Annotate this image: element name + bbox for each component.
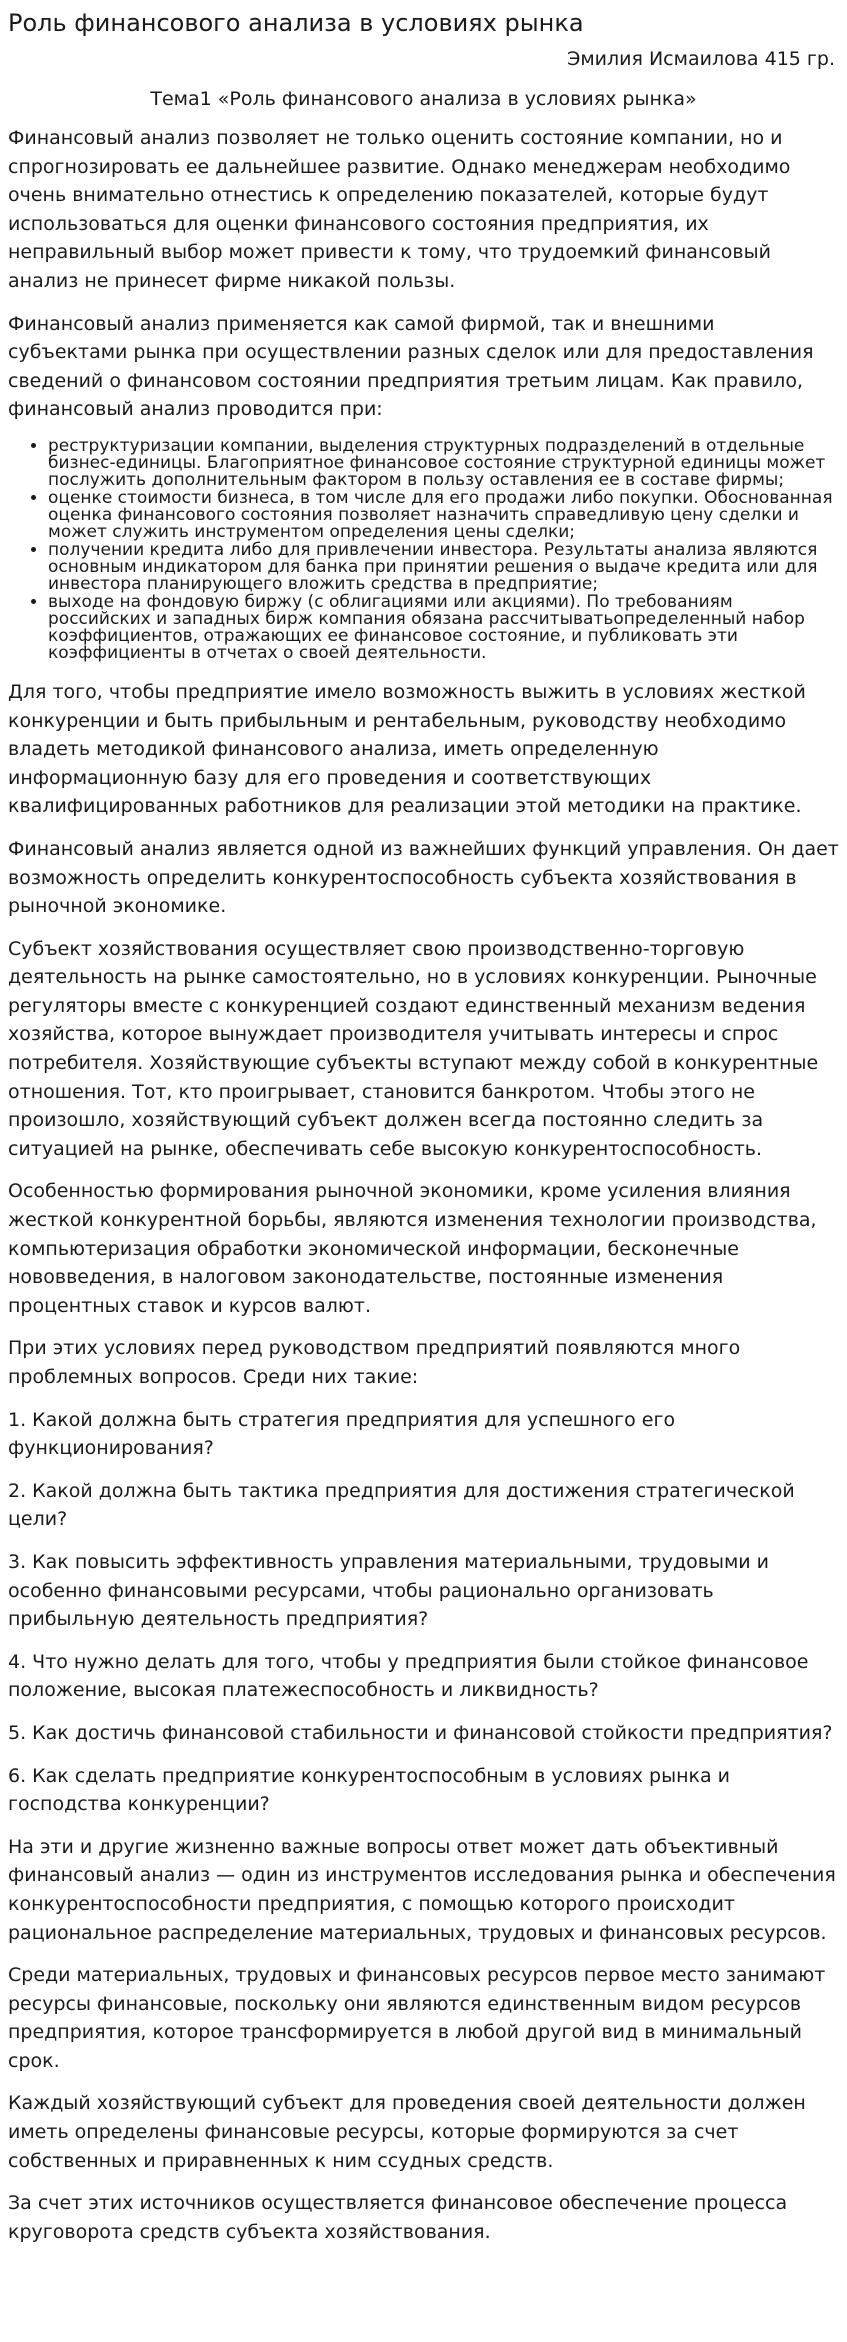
question-item: 4. Что нужно делать для того, чтобы у предприятия были стойкое финансовое положение, высокая платежеспособность и ликвидность? [8,1650,809,1702]
paragraph: Для того, чтобы предприятие имело возможность выжить в условиях жесткой конкуренции и быть прибыльным и рентабельным, руководству необходимо владеть методикой финансового анализа, иметь определенную информационную базу для его проведения и соответствующих квалифицированных работников для реализации этой методики на практике. [8,680,806,818]
author-line: Эмилия Исмаилова 415 гр. [567,48,835,70]
list-item: • получении кредита либо для привлечении инвестора. Результаты анализа являются основным индикатором для банка при принятии решения о выдаче кредита или для инвестора планирующего вложить средства в предприятие; [48,542,839,593]
question-item: 1. Какой должна быть стратегия предприятия для успешного его функционирования? [8,1408,676,1460]
paragraph: Финансовый анализ применяется как самой фирмой, так и внешними субъектами рынка при осуществлении разных сделок или для предоставления сведений о финансовом состоянии предприятия третьим лицам. Как правило, финансовый анализ проводится при: [8,312,814,421]
paragraph: На эти и другие жизненно важные вопросы ответ может дать объективный финансовый анализ — один из инструментов исследования рынка и обеспечения конкурентоспособности предприятия, с помощью которого происходит рациональное распределение материальных, трудовых и финансовых ресурсов. [8,1835,836,1944]
list-item: • выходе на фондовую биржу (с облигациями или акциями). По требованиям российских и западных бирж компания обязана рассчитыватьопределенный набор коэффициентов, отражающих ее финансовое состояние, и публиковать эти коэффициенты в отчетах о своей деятельности. [48,594,839,662]
list-item: • оценке стоимости бизнеса, в том числе для его продажи либо покупки. Обоснованная оценка финансового состояния позволяет назначить справедливую цену сделки и может служить инструментом определения цены сделки; [48,490,839,541]
paragraph: За счет этих источников осуществляется финансовое обеспечение процесса круговорота средств субъекта хозяйствования. [8,2192,788,2243]
question-item: 3. Как повысить эффективность управления материальными, трудовыми и особенно финансовыми ресурсами, чтобы рационально организовать прибыльную деятельность предприятия? [8,1550,770,1631]
page-title: Роль финансового анализа в условиях рынка [8,9,584,37]
topic-line: Тема1 «Роль финансового анализа в условиях рынка» [150,88,697,110]
list-item: • реструктуризации компании, выделения структурных подразделений в отдельные бизнес-единицы. Благоприятное финансовое состояние структурной единицы может послужить дополнительным фактором в пользу оставления ее в составе фирмы; [48,438,839,489]
paragraph: Финансовый анализ является одной из важнейших функций управления. Он дает возможность определить конкурентоспособность субъекта хозяйствования в рыночной экономике. [8,837,839,918]
paragraph: Среди материальных, трудовых и финансовых ресурсов первое место занимают ресурсы финансовые, поскольку они являются единственным видом ресурсов предприятия, которое трансформируется в любой другой вид в минимальный срок. [8,1964,826,2072]
paragraph: При этих условиях перед руководством предприятий появляются много проблемных вопросов. Среди них такие: [8,1337,741,1388]
paragraph: Субъект хозяйствования осуществляет свою производственно-торговую деятельность на рынке самостоятельно, но в условиях конкуренции. Рыночные регуляторы вместе с конкуренцией создают единственный механизм ведения хозяйства, которое вынуждает производителя учитывать интересы и спрос потребителя. Хозяйствующие субъекты вступают между собой в конкурентные отношения. Тот, кто проигрывает, становится банкротом. Чтобы этого не произошло, хозяйствующий субъект должен всегда постоянно следить за ситуацией на рынке, обеспечивать себе высокую конкурентоспособность. [8,937,819,1160]
question-item: 6. Как сделать предприятие конкурентоспособным в условиях рынка и господства конкуренции? [8,1764,731,1816]
paragraph: Финансовый анализ позволяет не только оценить состояние компании, но и спрогнозировать ее дальнейшее развитие. Однако менеджерам необходимо очень внимательно отнестись к определению показателей, которые будут использоваться для оценки финансового состояния предприятия, их неправильный выбор может привести к тому, что трудоемкий финансовый анализ не принесет фирме никакой пользы. [8,127,791,292]
bullet-list [8,435,839,663]
question-item: 5. Как достичь финансовой стабильности и финансовой стойкости предприятия? [8,1721,833,1744]
question-item: 2. Какой должна быть тактика предприятия для достижения стратегической цели? [8,1479,795,1531]
paragraph: Каждый хозяйствующий субъект для проведения своей деятельности должен иметь определены финансовые ресурсы, которые формируются за счет собственных и приравненных к ним ссудных средств. [8,2092,806,2172]
paragraph: Особенностью формирования рыночной экономики, кроме усиления влияния жесткой конкурентной борьбы, являются изменения технологии производства, компьютеризация обработки экономической информации, бесконечные нововведения, в налоговом законодательстве, постоянные изменения процентных ставок и курсов валют. [8,1180,817,1317]
